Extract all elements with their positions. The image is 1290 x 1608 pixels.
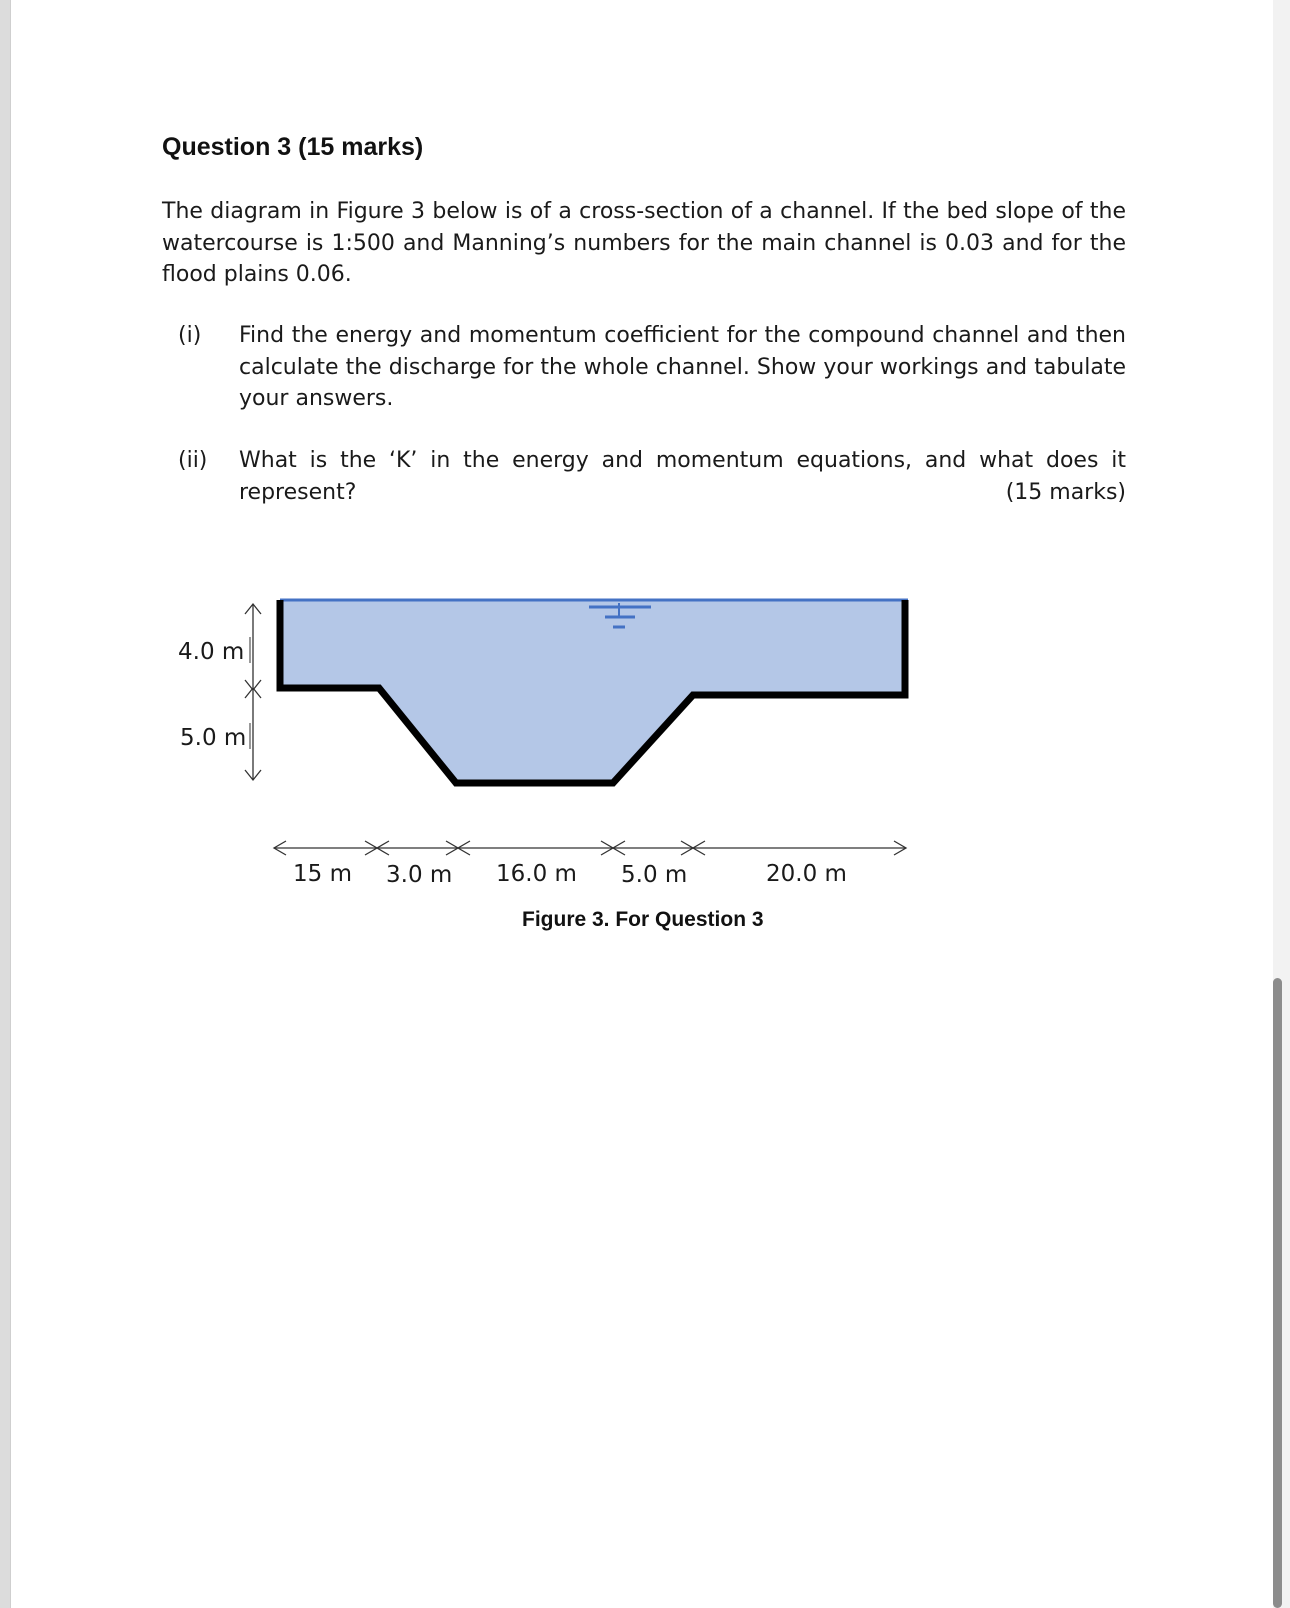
- part-ii-number: (ii): [178, 448, 208, 473]
- width-label-channel-bed: 16.0 m: [496, 861, 577, 887]
- marks-label: (15 marks): [1005, 479, 1126, 505]
- depth-floodplain-label: 4.0 m: [178, 639, 245, 665]
- figure-caption: Figure 3. For Question 3: [522, 908, 764, 931]
- depth-main-channel-label: 5.0 m: [180, 725, 247, 751]
- part-ii-text: What is the ‘K’ in the energy and momentum equations, and what does it represent?: [239, 448, 1126, 505]
- question-title: Question 3 (15 marks): [162, 133, 424, 161]
- part-i-text: Find the energy and momentum coefficient for the compound channel and then calculate the discharge for the whole channel. Show your workings and tabulate your answers.: [239, 323, 1126, 411]
- part-i-number: (i): [178, 323, 202, 348]
- width-label-right-floodplain: 20.0 m: [766, 861, 847, 887]
- width-label-left-floodplain: 15 m: [293, 861, 352, 887]
- width-label-left-bank: 3.0 m: [386, 862, 453, 888]
- scrollbar-thumb[interactable]: [1273, 978, 1282, 1608]
- question-intro: The diagram in Figure 3 below is of a cross-section of a channel. If the bed slope of the watercourse is 1:500 and Manning’s numbers for the main channel is 0.03 and for the flood plains 0.06.: [162, 199, 1126, 287]
- horizontal-dimension: [274, 841, 906, 855]
- width-label-right-bank: 5.0 m: [621, 862, 688, 888]
- vertical-dimension: [245, 604, 261, 780]
